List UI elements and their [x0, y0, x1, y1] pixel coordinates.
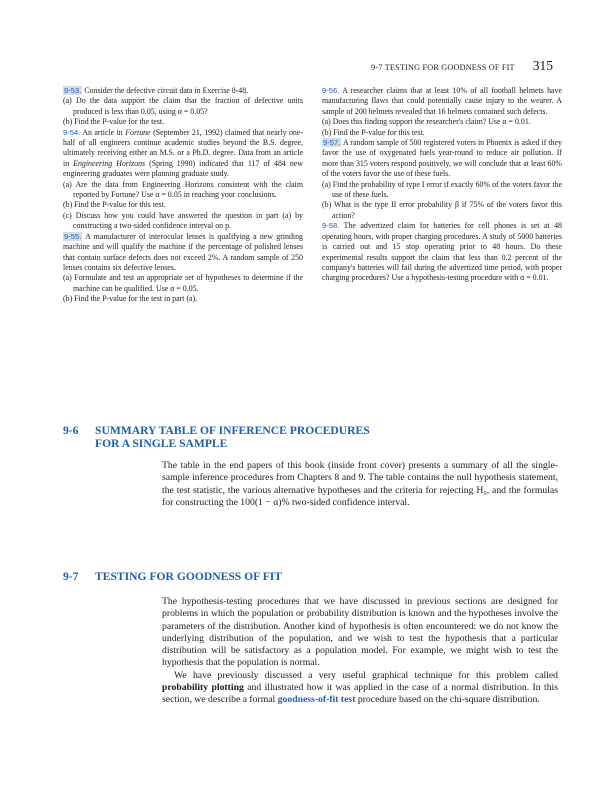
exercise-part: (a) Are the data from Engineering Horizons consistent with the claim reported by Fortune? Use α = 0.05 in reaching your conclusions. [63, 179, 303, 200]
exercise-9-53: 9-53. Consider the defective circuit data in Exercise 8-48. [64, 86, 249, 95]
key-term: goodness-of-fit test [277, 694, 356, 706]
exercise-9-55: 9-55. A manufacturer of interocular lenses is qualifying a new grinding machine and will qualify the machine if the percentage of polished lenses that contain surface defects does not exceed 2%. A random sample of 250 lenses contains six defective lenses. [63, 231, 303, 272]
page-header [371, 58, 553, 74]
exercise-9-58: 9-58. The advertized claim for batteries for cell phones is set at 48 operating hours, with proper charging procedures. A study of 5000 batteries is carried out and 15 stop operating prior to 48 hours. Do these experimental results support the claim that less than 0.2 percent of the company's batteries will fail during the advertized time period, with proper charging procedures? Use a hypothesis-testing procedure with α = 0.01. [322, 221, 562, 283]
exercise-part: (a) Does this finding support the researcher's claim? Use α = 0.01. [322, 117, 531, 127]
exercise-9-56: 9-56. A researcher claims that at least 10% of all football helmets have manufacturing flaws that could potentially cause injury to the wearer. A sample of 200 helmets revealed that 16 helmets contained such defects. [322, 86, 562, 116]
exercise-part: (a) Do the data support the claim that the fraction of defective units produced is less than 0.05, using α = 0.05? [63, 96, 303, 116]
exercise-part: (b) Find the P-value for the test in part (a). [63, 294, 198, 304]
section-title: SUMMARY TABLE OF INFERENCE PROCEDURES [95, 424, 370, 437]
exercise-part: (a) Formulate and test an appropriate set of hypotheses to determine if the machine can be qualified. Use α = 0.05. [63, 273, 303, 293]
exercise-9-57: 9-57. A random sample of 500 registered voters in Phoenix is asked if they favor the use of oxygenated fuels year-round to reduce air pollution. If more than 315 voters respond positively, we will conclude that at least 60% of the voters favor the use of these fuels. [322, 138, 562, 179]
paragraph: The hypothesis-testing procedures that we have discussed in previous sections are designed for problems in which the population or probability distribution is known and the hypotheses involve the parameters of the distribution. Another kind of hypothesis is often encountered: we do not know the underlying distribution of the population, and we wish to test the hypothesis that a particular distribution will be satisfactory as a population model. For example, we might wish to test the hypothesis that the population is normal. [162, 596, 558, 669]
key-term: probability plotting [162, 682, 244, 694]
exercises-right-column [322, 86, 562, 284]
exercise-number: 9-56. [322, 86, 340, 95]
exercises-left-column [63, 86, 303, 305]
section-title: TESTING FOR GOODNESS OF FIT [95, 570, 283, 583]
running-title: 9-7 TESTING FOR GOODNESS OF FIT [371, 63, 515, 72]
section-9-6-body [162, 460, 558, 509]
exercise-part: (b) Find the P-value for the test. [63, 117, 165, 127]
section-heading-9-7 [63, 570, 282, 583]
exercise-part: (a) Find the probability of type I error if exactly 60% of the voters favor the use of these fuels. [322, 179, 562, 200]
section-title-continued: FOR A SINGLE SAMPLE [95, 437, 228, 450]
page-number: 315 [532, 58, 553, 73]
section-9-7-body [162, 596, 558, 707]
exercise-number: 9-53. [64, 86, 82, 95]
exercise-number: 9-54. [63, 127, 81, 137]
exercise-9-54: 9-54. An article in Fortune (September 21, 1992) claimed that nearly one-half of all engineers continue academic studies beyond the B.S. degree, ultimately receiving either an M.S. or a Ph.D. degree. Data from an article in Engineering Horizons (Spring 1990) indicated that 117 of 484 new engineering graduates were planning graduate study. [63, 127, 303, 179]
exercise-part: (c) Discuss how you could have answered the question in part (a) by constructing a two-sided confidence interval on p. [63, 210, 303, 231]
exercise-number: 9-58. [322, 221, 340, 231]
exercise-number: 9-57. [323, 138, 341, 148]
section-number: 9-6 [63, 424, 79, 437]
paragraph: We have previously discussed a very useful graphical technique for this problem called probability plotting and illustrated how it was applied in the case of a normal distribution. In this section, we describe a formal goodness-of-fit test procedure based on the chi-square distribution. [162, 669, 558, 706]
exercise-part: (b) Find the P-value for this test. [63, 200, 166, 210]
exercise-number: 9-55. [64, 231, 82, 241]
paragraph: The table in the end papers of this book (inside front cover) presents a summary of all the single-sample inference procedures from Chapters 8 and 9. The table contains the null hypothesis statement, the test statistic, the various alternative hypotheses and the criteria for rejecting H₀, and the formulas for constructing the 100(1 − α)% two-sided confidence interval. [162, 460, 558, 508]
exercise-part: (b) Find the P-value for this test. [322, 127, 425, 137]
exercise-part: (b) What is the type II error probability β if 75% of the voters favor this action? [322, 200, 562, 220]
section-number: 9-7 [63, 570, 79, 583]
section-heading-9-6 [63, 424, 370, 450]
